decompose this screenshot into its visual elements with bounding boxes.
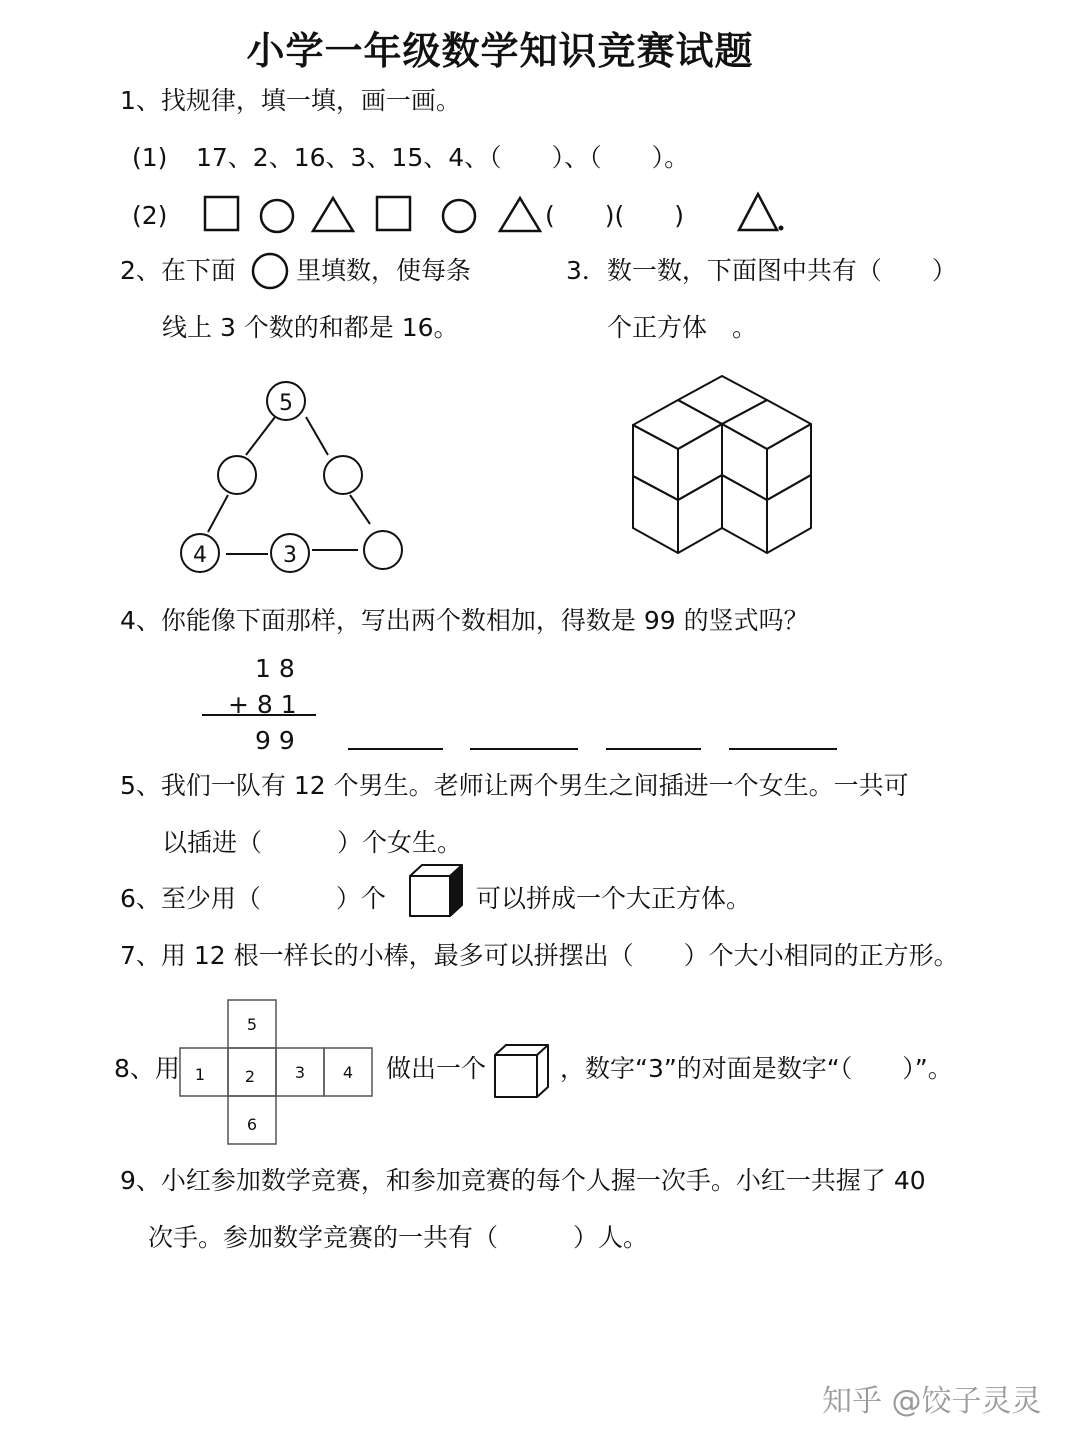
square-shape [205, 197, 238, 230]
q3-cube-stack-figure [625, 370, 820, 565]
cube-icon [492, 1042, 552, 1100]
q1-shape-sequence [195, 190, 545, 240]
cube-icon [406, 862, 468, 920]
circle-bottom-right-blank [364, 531, 402, 569]
q1-shape-end [736, 190, 796, 240]
net-face-right-1: 3 [294, 1063, 306, 1082]
q5-line-1: 5、我们一队有 12 个男生。老师让两个男生之间插进一个女生。一共可 [120, 771, 909, 800]
page-title: 小学一年级数学知识竞赛试题 [246, 29, 754, 73]
square-shape [377, 197, 410, 230]
q2-inline-circle [250, 251, 292, 293]
q4-sum: 9 9 [255, 726, 295, 755]
circle-bottom-left-value: 4 [193, 543, 207, 568]
q4-answer-line [470, 748, 578, 750]
q2-stem-a: 2、在下面 [120, 256, 236, 285]
circle-shape [443, 200, 475, 232]
q3-stem-b: 个正方体 。 [607, 313, 758, 342]
q4-answer-line [606, 748, 701, 750]
q1-p1-label: (1) [132, 143, 168, 172]
q1-p1-sequence: 17、2、16、3、15、4、（ ）、（ ）。 [196, 143, 690, 172]
net-face-center: 2 [244, 1067, 256, 1086]
circle-bottom-mid-value: 3 [283, 543, 297, 568]
q8-suffix: ，数字“3”的对面是数字“（ ）”。 [560, 1054, 953, 1083]
q4-addend-2: + 8 1 [228, 690, 297, 719]
q1-p2-label: (2) [132, 201, 168, 230]
q9-line-2: 次手。参加数学竞赛的一共有（ ）人。 [148, 1223, 649, 1252]
q4-addend-1: 1 8 [255, 654, 295, 683]
q6-part-b: 可以拼成一个大正方体。 [476, 884, 752, 913]
net-face-top: 5 [246, 1015, 258, 1034]
q1-stem: 1、找规律，填一填，画一画。 [120, 86, 461, 115]
q5-line-2: 以插进（ ）个女生。 [162, 828, 463, 857]
triangle-shape [739, 194, 777, 230]
circle-shape [261, 200, 293, 232]
circle-left-blank [218, 456, 256, 494]
circle-right-blank [324, 456, 362, 494]
q8-prefix: 8、用 [114, 1054, 180, 1083]
q4-stem: 4、你能像下面那样，写出两个数相加，得数是 99 的竖式吗？ [120, 606, 809, 635]
q4-answer-line [348, 748, 443, 750]
q6-part-a: 6、至少用（ ）个 [120, 884, 386, 913]
q7-stem: 7、用 12 根一样长的小棒，最多可以拼摆出（ ）个大小相同的正方形。 [120, 941, 959, 970]
q2-stem-c: 线上 3 个数的和都是 16。 [162, 313, 459, 342]
triangle-shape [500, 198, 540, 231]
q9-line-1: 9、小红参加数学竞赛，和参加竞赛的每个人握一次手。小红一共握了 40 [120, 1166, 926, 1195]
q2-triangle-diagram [170, 372, 420, 587]
net-face-right-2: 4 [342, 1063, 354, 1082]
q8-middle: 做出一个 [386, 1054, 487, 1083]
q4-sum-line [202, 714, 316, 716]
watermark: 知乎 @饺子灵灵 [822, 1384, 1042, 1419]
q2-stem-b: 里填数，使每条 [296, 256, 472, 285]
circle-top-value: 5 [279, 391, 293, 416]
triangle-shape [313, 198, 353, 231]
net-face-bottom: 6 [246, 1115, 258, 1134]
q3-stem-a: 3．数一数，下面图中共有（ ） [566, 256, 957, 285]
net-face-left: 1 [194, 1065, 206, 1084]
q8-cube-net [178, 998, 378, 1148]
q4-answer-line [729, 748, 837, 750]
q1-p2-blanks: ( )( ) [545, 201, 685, 230]
period-dot [779, 226, 784, 231]
